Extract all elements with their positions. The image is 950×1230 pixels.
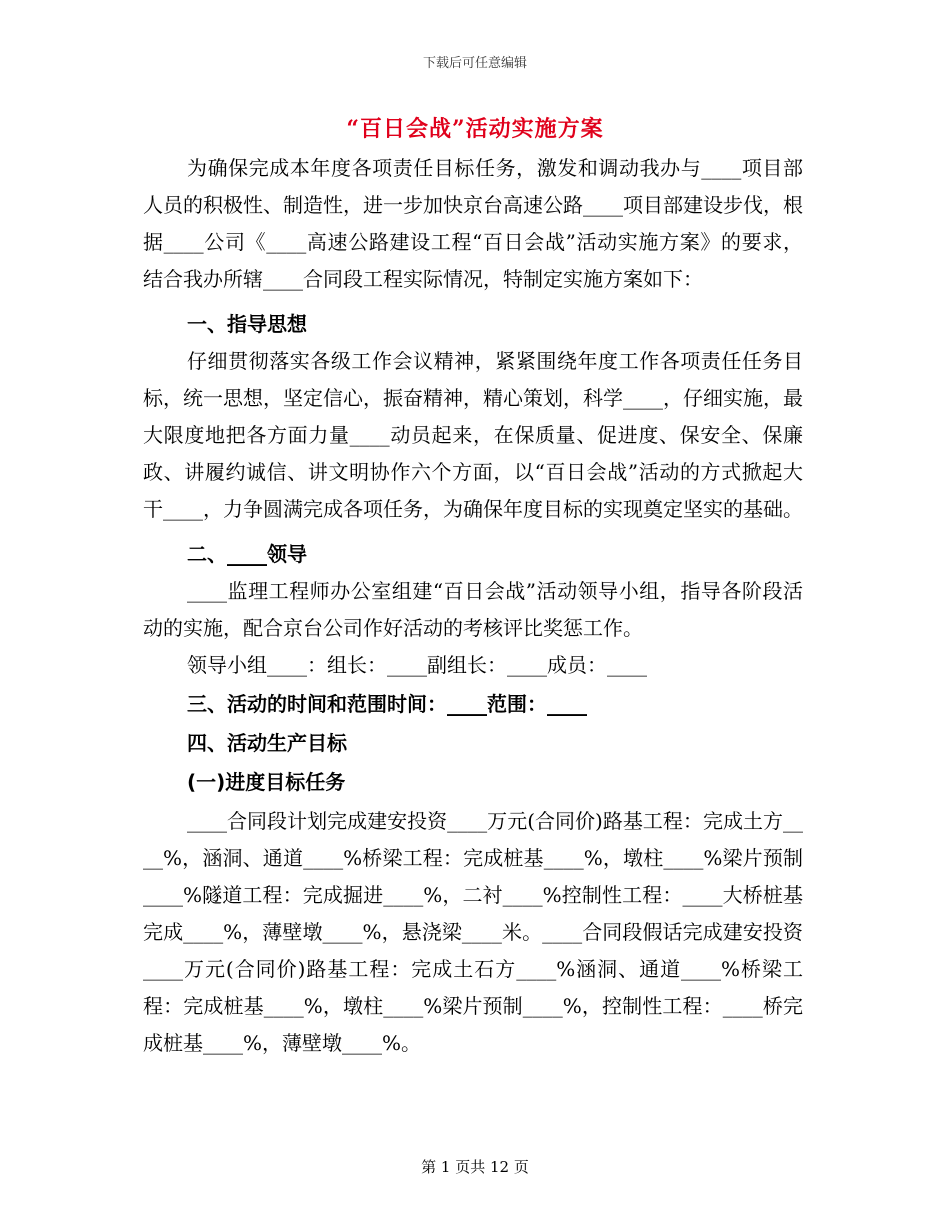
section-heading-production-goals: 四、活动生产目标 xyxy=(187,731,347,755)
document-body xyxy=(143,150,803,1062)
section-heading-leadership: 二、____领导 xyxy=(187,542,307,566)
section-body-guiding-thought: 仔细贯彻落实各级工作会议精神，紧紧围绕年度工作各项责任任务目标，统一思想，坚定信心，振奋精神，精心策划，科学____，仔细实施，最大限度地把各方面力量____动员起来，在保质量、促进度、保安全、保廉政、讲履约诚信、讲文明协作六个方面，以“百日会战”活动的方式掀起大干____，力争圆满完成各项任务，为确保年度目标的实现奠定坚实的基础。 xyxy=(143,349,803,521)
intro-paragraph: 为确保完成本年度各项责任目标任务，激发和调动我办与____项目部人员的积极性、制造性，进一步加快京台高速公路____项目部建设步伐，根据____公司《____高速公路建设工程“百日会战”活动实施方案》的要求，结合我办所辖____合同段工程实际情况，特制定实施方案如下： xyxy=(143,156,803,291)
subsection-heading-progress: (一)进度目标任务 xyxy=(187,770,346,794)
leadership-group-line: 领导小组____：组长：____副组长：____成员：____ xyxy=(187,653,647,677)
page-header-note: 下载后可任意编辑 xyxy=(422,56,527,71)
section-heading-time-scope: 三、活动的时间和范围时间：____范围：____ xyxy=(187,692,587,716)
document-title: “百日会战”活动实施方案 xyxy=(346,116,604,142)
section-body-progress: ____合同段计划完成建安投资____万元(合同价)路基工程：完成土方____%，涵洞、通道____%桥梁工程：完成桩基____%，墩柱____%梁片预制____%隧道工程：完成掘进____%，二衬____%控制性工程：____大桥桩基完成____%，薄壁墩____%，悬浇梁____米。____合同段假话完成建安投资____万元(合同价)路基工程：完成土石方____%涵洞、通道____%桥梁工程：完成桩基____%，墩柱____%梁片预制____%，控制性工程：____桥完成桩基____%，薄壁墩____%。 xyxy=(143,809,803,1055)
page-footer-number: 第 1 页共 12 页 xyxy=(421,1158,529,1176)
section-heading-guiding-thought: 一、指导思想 xyxy=(187,312,307,336)
section-body-leadership: ____监理工程师办公室组建“百日会战”活动领导小组，指导各阶段活动的实施，配合京台公司作好活动的考核评比奖惩工作。 xyxy=(143,579,803,640)
